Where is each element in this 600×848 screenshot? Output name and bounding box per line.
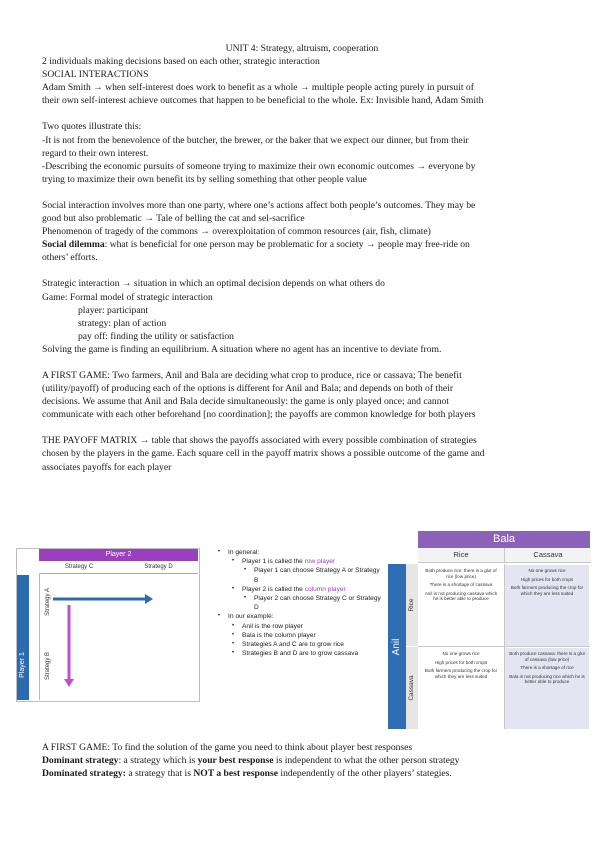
cell-text: Both produce cassava: there is a glut of cassava (low price) (509, 651, 585, 662)
line: their own self-interest achieve outcomes that happen to be beneficial to the whole. Ex: Invisible hand, Adam Smith (42, 95, 484, 107)
bullet-highlight: row player (304, 558, 336, 566)
cell-text: No one grows rice (528, 568, 566, 573)
line: THE PAYOFF MATRIX → table that shows the payoffs associated with every possible combination of strategies (42, 435, 477, 447)
line: Solving the game is finding an equilibrium. A situation where no agent has an incentive to deviate from. (42, 343, 442, 355)
line: trying to maximize their own benefit its by selling something that other people value (42, 173, 367, 185)
row-arrow-head (145, 594, 153, 604)
bullet-text: Player 2 can choose Strategy C or Strategy D (254, 595, 381, 612)
bullet-text: Strategies A and C are to grow rice (242, 641, 344, 649)
line-text: a strategy that is (125, 768, 194, 780)
cell-rice-rice (419, 565, 503, 646)
row-rice-header (406, 564, 418, 646)
cell-text: Bala is not producing rice which he is better able to produce (509, 673, 585, 685)
row-rice-label: Rice (408, 598, 415, 612)
bullet-list: • In general: • Player 1 is called the row player • Player 1 can choose Strategy A or Strategy B • Player 2 is called the column player • Player 2 can choose Strategy C or Strategy D • In our example: • Anil is the row player • Bala is the column player • Strategies A and C are to grow rice • Strategies B and D are to grow cassava (218, 549, 381, 658)
line (42, 238, 562, 251)
line-text: : what is beneficial for one person may be problematic for a society → people may free-ride on (104, 239, 470, 251)
cell-text: There is a shortage of cassava (429, 582, 493, 588)
cell-rice-cassava (505, 565, 589, 646)
line: -Describing the economic pursuits of someone trying to maximize their own economic outcomes → everyone by (42, 160, 476, 172)
section-heading: SOCIAL INTERACTIONS (42, 69, 149, 81)
row-cassava-header (406, 647, 418, 729)
anil-sidebar (388, 564, 406, 729)
bottom-section (42, 741, 562, 780)
document-body (42, 42, 562, 474)
cell-cassava-cassava (505, 648, 589, 729)
line-text: independently of the other players’ stategies. (278, 768, 452, 780)
line: (utility/payoff) of producing each of the options is different for Anil and Bala; and depends on both of their (42, 383, 454, 395)
line: -It is not from the benevolence of the butcher, the brewer, or the baker that we expect our dinner, but from their (42, 134, 469, 146)
line: decisions. We assume that Anil and Bala decide simultaneously: the game is only played once; and cannot (42, 396, 449, 408)
line: player: participant (78, 304, 149, 316)
bullet-text: Anil is the row player (242, 622, 303, 630)
column-arrow-head (64, 679, 74, 687)
bullet-text: Player 1 can choose Strategy A or Strategy B (254, 567, 380, 584)
bala-header: Bala (418, 531, 590, 548)
bullet-text: Player 2 is called the (242, 585, 305, 593)
emphasis: your best response (197, 755, 274, 767)
strategy-a-label: Strategy A (45, 588, 51, 616)
bullet-text: In general: (228, 549, 260, 556)
cell-cassava-rice (419, 648, 503, 729)
bullet-highlight: column player (304, 585, 346, 593)
line: pay off: finding the utility or satisfaction (78, 330, 234, 342)
page-title: UNIT 4: Strategy, altruism, cooperation (225, 43, 379, 54)
payoff-matrix (388, 531, 590, 729)
line: 2 individuals making decisions based on each other, strategic interaction (42, 56, 320, 68)
cell-text: High prices for both crops (520, 576, 574, 582)
bullet-text: Player 1 is called the (242, 558, 305, 566)
line: Two quotes illustrate this: (42, 121, 142, 133)
line: A FIRST GAME: Two farmers, Anil and Bala are deciding what crop to produce, rice or cassava; The benefit (42, 369, 462, 381)
line: chosen by the players in the game. Each square cell in the payoff matrix shows a possible outcome of the game and (42, 448, 485, 460)
line-text: : a strategy which is (118, 755, 198, 767)
arrows-svg (17, 549, 199, 701)
line: Phenomenon of tragedy of the commons → overexploitation of common resources (air, fish, climate) (42, 226, 431, 238)
line: associates payoffs for each player (42, 461, 172, 473)
line: Adam Smith → when self-interest does work to benefit as a whole → multiple people acting purely in pursuit of (42, 82, 474, 94)
line-text: is independent to what the other person strategy (273, 755, 460, 767)
player1-sidebar (17, 575, 29, 700)
bullet-text: Strategies B and D are to grow cassava (242, 650, 359, 658)
line: strategy: plan of action (78, 317, 167, 329)
cell-text: Both produce rice: there is a glut of rice (low price) (425, 568, 497, 579)
col-cassava: Cassava (504, 548, 591, 563)
bullet-text: Bala is the column player (242, 631, 316, 639)
player2-header: Player 2 (39, 549, 198, 561)
term-dominated: Dominated strategy: (42, 768, 126, 780)
strategy-b-label: Strategy B (45, 652, 51, 681)
cell-text: Both farmers producing the crop for which they are less suited (424, 668, 498, 679)
line: others’ efforts. (42, 252, 98, 264)
player1-label: Player 1 (19, 652, 26, 678)
cell-text: There is a shortage of rice (520, 665, 574, 671)
term-social-dilemma: Social dilemma (42, 239, 105, 251)
cell-text: Both farmers producing the crop for which they are less suited (510, 585, 584, 596)
term-dominant: Dominant strategy (42, 755, 119, 767)
cell-text: No one grows rice (442, 651, 480, 656)
line: Strategic interaction → situation in which an optimal decision depends on what others do (42, 278, 385, 290)
strategy-d-label: Strategy D (119, 561, 198, 574)
cell-text: Anil is not producing cassava which he is better able to produce (424, 590, 498, 602)
player-diagram (16, 548, 200, 702)
col-rice: Rice (418, 548, 504, 563)
line: good but also problematic → Tale of belling the cat and sel-sacrifice (42, 213, 305, 225)
line (42, 754, 562, 767)
bullet-text: In our example: (228, 613, 274, 621)
row-cassava-label: Cassava (408, 675, 415, 701)
line: Social interaction involves more than one party, where one’s actions affect both people’s outcomes. They may be (42, 199, 476, 211)
line (42, 767, 562, 780)
line: communicate with each other beforehand [no coordination]; the payoffs are common knowledge for both players (42, 409, 476, 421)
emphasis: NOT a best response (193, 768, 279, 780)
cell-text: High prices for both crops (434, 659, 488, 665)
line: regard to their own interest. (42, 147, 149, 159)
line: A FIRST GAME: To find the solution of the game you need to think about player best responses (42, 742, 413, 753)
line: Game: Formal model of strategic interaction (42, 291, 213, 303)
strategy-c-label: Strategy C (39, 561, 119, 574)
anil-label: Anil (391, 638, 402, 656)
